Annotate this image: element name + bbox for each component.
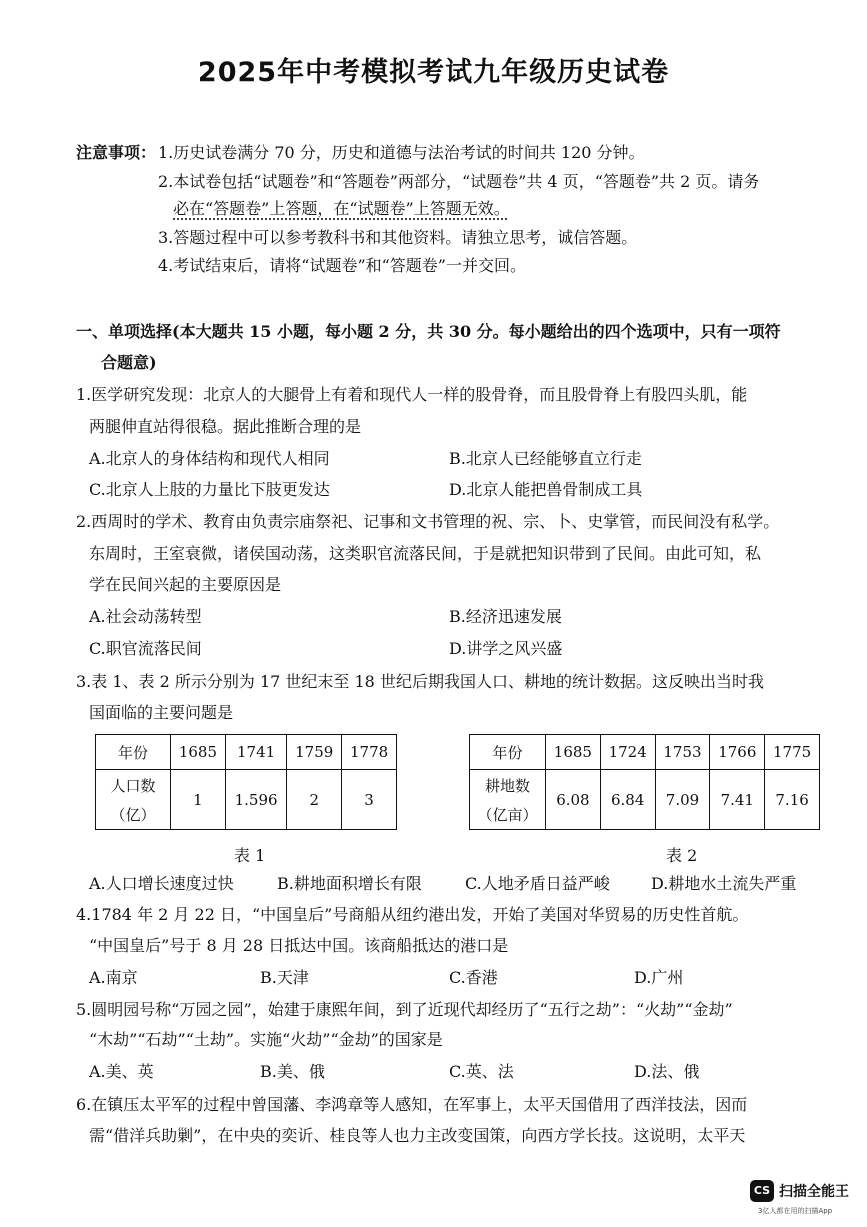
question-6-stem-cont: 需“借洋兵助剿”，在中央的奕䜣、桂良等人也力主改变国策，向西方学长技。这说明，太平天 [89, 1126, 746, 1145]
question-3-option-b: B.耕地面积增长有限 [277, 874, 422, 893]
question-2-stem-cont2: 学在民间兴起的主要原因是 [89, 575, 282, 594]
question-1-option-d: D.北京人能把兽骨制成工具 [449, 480, 643, 499]
question-4-option-d: D.广州 [634, 968, 684, 987]
question-3-stem: 3.表 1、表 2 所示分别为 17 世纪末至 18 世纪后期我国人口、耕地的统计数据。这反映出当时我 [76, 672, 764, 691]
table-1-caption: 表 1 [234, 846, 266, 865]
question-1-stem: 1.医学研究发现：北京人的大腿骨上有着和现代人一样的股骨脊，而且股骨脊上有股四头肌，能 [76, 385, 748, 404]
question-5-option-a: A.美、英 [89, 1062, 154, 1081]
question-1-stem-cont: 两腿伸直站得很稳。据此推断合理的是 [89, 417, 362, 436]
table-value-cell: 3 [342, 770, 397, 830]
farmland-table [469, 734, 820, 830]
table-year-cell: 1685 [546, 735, 601, 770]
table-value-cell: 1.596 [225, 770, 287, 830]
table-value-cell: 7.09 [655, 770, 710, 830]
notice-item-2-cont: 必在“答题卷”上答题，在“试题卷”上答题无效。 [173, 199, 510, 218]
notice-item-4: 4.考试结束后，请将“试题卷”和“答题卷”一并交回。 [158, 256, 526, 275]
watermark-tagline: 3亿人都在用的扫描App [758, 1207, 833, 1215]
question-4-option-a: A.南京 [89, 968, 138, 987]
notice-item-3: 3.答题过程中可以参考教科书和其他资料。请独立思考，诚信答题。 [158, 228, 638, 247]
scanner-watermark [750, 1180, 850, 1220]
notice-item-2: 2.本试卷包括“试题卷”和“答题卷”两部分，“试题卷”共 4 页，“答题卷”共 2 页。请务 [158, 172, 760, 191]
table-year-cell: 1724 [600, 735, 655, 770]
table-2-caption: 表 2 [666, 846, 698, 865]
question-4-option-b: B.天津 [260, 968, 309, 987]
question-2-stem-cont: 东周时，王室衰微，诸侯国动荡，这类职官流落民间，于是就把知识带到了民间。由此可知，私 [89, 544, 762, 563]
question-3-stem-cont: 国面临的主要问题是 [89, 703, 234, 722]
question-1-option-b: B.北京人已经能够直立行走 [449, 449, 642, 468]
table-year-cell: 1766 [710, 735, 765, 770]
question-4-stem-cont: “中国皇后”号于 8 月 28 日抵达中国。该商船抵达的港口是 [89, 936, 509, 955]
table-year-cell: 1775 [765, 735, 820, 770]
question-5-option-d: D.法、俄 [634, 1062, 700, 1081]
table-year-cell: 1753 [655, 735, 710, 770]
table-year-cell: 1741 [225, 735, 287, 770]
table-value-cell: 7.41 [710, 770, 765, 830]
question-4-stem: 4.1784 年 2 月 22 日，“中国皇后”号商船从纽约港出发，开始了美国对华贸易的历史性首航。 [76, 905, 749, 924]
watermark-app-name: 扫描全能王 [779, 1184, 849, 1200]
table-row-label-line: 耕地数 [484, 776, 530, 795]
table-value-cell: 6.08 [546, 770, 601, 830]
question-4-option-c: C.香港 [449, 968, 498, 987]
question-5-option-c: C.英、法 [449, 1062, 514, 1081]
table-header-label: 年份 [470, 735, 546, 770]
table-value-cell: 2 [287, 770, 342, 830]
question-3-option-d: D.耕地水土流失严重 [651, 874, 797, 893]
question-2-stem: 2.西周时的学术、教育由负责宗庙祭祀、记事和文书管理的祝、宗、卜、史掌管，而民间没有私学。 [76, 512, 780, 531]
question-3-option-c: C.人地矛盾日益严峻 [465, 874, 610, 893]
table-year-cell: 1759 [287, 735, 342, 770]
table-header-label: 年份 [96, 735, 171, 770]
question-2-option-a: A.社会动荡转型 [89, 607, 202, 626]
question-1-option-a: A.北京人的身体结构和现代人相同 [89, 449, 330, 468]
question-1-option-c: C.北京人上肢的力量比下肢更发达 [89, 480, 330, 499]
page-title: 2025年中考模拟考试九年级历史试卷 [197, 57, 670, 88]
table-value-cell: 1 [171, 770, 226, 830]
table-row-label-unit: （亿亩） [477, 805, 538, 824]
table-row-label-unit: （亿） [110, 805, 156, 824]
section-heading: 一、单项选择(本大题共 15 小题，每小题 2 分，共 30 分。每小题给出的四个选项中，只有一项符 [76, 322, 781, 341]
table-year-cell: 1685 [171, 735, 226, 770]
question-2-option-c: C.职官流落民间 [89, 639, 202, 658]
question-3-option-a: A.人口增长速度过快 [89, 874, 234, 893]
table-row-label [96, 770, 171, 830]
table-row-label [470, 770, 546, 830]
question-5-option-b: B.美、俄 [260, 1062, 325, 1081]
question-6-stem: 6.在镇压太平军的过程中曾国藩、李鸿章等人感知，在军事上，太平天国借用了西洋技法，因而 [76, 1095, 748, 1114]
question-5-stem: 5.圆明园号称“万园之园”，始建于康熙年间，到了近现代却经历了“五行之劫”：“火劫”“金劫” [76, 1000, 733, 1019]
camscanner-logo-icon: CS [750, 1180, 774, 1202]
population-table [95, 734, 397, 830]
notice-item-1: 1.历史试卷满分 70 分，历史和道德与法治考试的时间共 120 分钟。 [158, 143, 645, 162]
question-5-stem-cont: “木劫”“石劫”“土劫”。实施“火劫”“金劫”的国家是 [89, 1030, 443, 1049]
section-heading-cont: 合题意) [101, 353, 157, 372]
table-value-cell: 6.84 [600, 770, 655, 830]
notice-label: 注意事项： [76, 143, 157, 162]
table-year-cell: 1778 [342, 735, 397, 770]
table-row-label-line: 人口数 [110, 776, 156, 795]
question-2-option-b: B.经济迅速发展 [449, 607, 562, 626]
table-value-cell: 7.16 [765, 770, 820, 830]
question-2-option-d: D.讲学之风兴盛 [449, 639, 563, 658]
